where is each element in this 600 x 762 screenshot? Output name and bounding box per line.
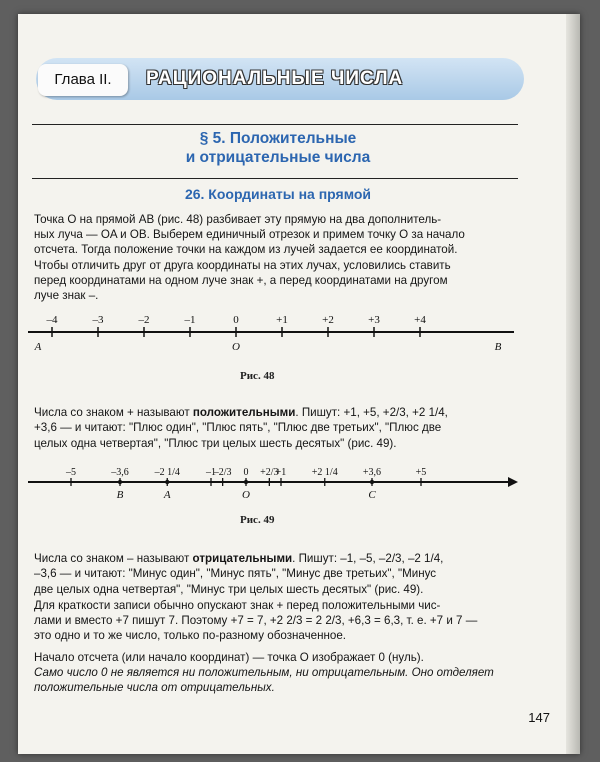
- figure-48-number-line: [18, 304, 538, 370]
- fig49-point-label: O: [242, 489, 250, 501]
- textbook-page: [18, 14, 580, 754]
- fig49-point: [118, 480, 122, 484]
- fig49-tick-label: –1: [206, 467, 216, 478]
- paragraph-negative: [34, 536, 524, 597]
- figure-49-number-line: [18, 460, 538, 516]
- fig49-point: [370, 480, 374, 484]
- fig48-tick-label: +1: [276, 314, 288, 326]
- para3-rest: –3,6 — и читают: "Минус один", "Минус пять", "Минус две третьих", "Минус две целых одна четвертая", "Минус три целых шесть десятых" (рис. 49).: [34, 567, 437, 596]
- fig49-tick-label: 0: [243, 467, 249, 478]
- section-rule-top: [32, 124, 518, 125]
- fig49-point-label: A: [163, 489, 171, 501]
- fig48-tick-label: +2: [322, 314, 334, 326]
- section-rule-bottom: [32, 178, 518, 179]
- fig49-point: [244, 480, 248, 484]
- fig49-tick-label: –3,6: [111, 467, 129, 478]
- section-title-line1: § 5. Положительные: [199, 130, 357, 147]
- fig48-tick-label: –1: [184, 314, 196, 326]
- paragraph-positive: [34, 390, 524, 451]
- fig48-point-label: A: [34, 341, 42, 353]
- fig49-tick-label: +1: [275, 467, 287, 478]
- para3-suffix: . Пишут: –1, –5, –2/3, –2 1/4,: [292, 552, 444, 566]
- para2-prefix: Числа со знаком + называют: [34, 406, 193, 420]
- fig48-tick-label: –2: [138, 314, 150, 326]
- fig49-point-label: B: [116, 489, 124, 501]
- para2-suffix: . Пишут: +1, +5, +2/3, +2 1/4,: [295, 406, 448, 420]
- fig48-tick-label: 0: [233, 314, 239, 326]
- fig48-point-label: B: [494, 341, 502, 353]
- fig49-caption: Рис. 49: [240, 514, 275, 526]
- chapter-tab: Глава II.: [38, 64, 128, 96]
- fig48-tick-label: –4: [46, 314, 58, 326]
- chapter-title: РАЦИОНАЛЬНЫЕ ЧИСЛА: [146, 68, 404, 89]
- fig48-tick-label: +3: [368, 314, 380, 326]
- fig49-tick-label: –5: [66, 467, 76, 478]
- paragraph-origin: Начало отсчета (или начало координат) — точка O изображает 0 (нуль).: [34, 651, 424, 664]
- fig49-tick-label: +2/3: [260, 467, 279, 478]
- section-title-line2: и отрицательные числа: [185, 149, 371, 166]
- fig48-caption: Рис. 48: [240, 370, 275, 382]
- fig49-tick-label: +2 1/4: [311, 467, 338, 478]
- para2-rest: +3,6 — и читают: "Плюс один", "Плюс пять", "Плюс две третьих", "Плюс две целых одна четвертая", "Плюс три целых шесть десятых" (рис. 49).: [34, 421, 442, 450]
- paragraph-intro: Точка O на прямой AB (рис. 48) разбивает эту прямую на два дополнитель- ных луча — OA и OB. Выберем единичный отрезок и примем точку O за начало отсчета. Тогда положение точки на каждом из лучей задается ее координатой. Чтобы отличить друг от друга координаты на этих лучах, условились ставить перед координатами на одном луче знак +, а перед координатами на другом луче знак –.: [34, 213, 465, 303]
- fig49-tick-label: –2/3: [213, 467, 232, 478]
- para3-prefix: Числа со знаком – называют: [34, 552, 193, 566]
- fig48-tick-label: –3: [92, 314, 104, 326]
- fig48-tick-label: +4: [414, 314, 426, 326]
- fig49-tick-label: +5: [415, 467, 427, 478]
- fig48-point-label: O: [232, 341, 240, 353]
- paragraph-zero: Само число 0 не является ни положительным, ни отрицательным. Оно отделяет положительные числа от отрицательных.: [34, 666, 494, 695]
- fig49-point-label: C: [368, 489, 376, 501]
- page-spine-shadow: [566, 14, 580, 754]
- term-positive: положительными: [192, 406, 296, 420]
- page-number: 147: [528, 710, 550, 725]
- term-negative: отрицательными: [192, 552, 293, 566]
- fig49-tick-label: +3,6: [362, 467, 382, 478]
- fig49-arrow: [508, 477, 518, 487]
- paragraph-omit-plus: Для краткости записи обычно опускают знак + перед положительными чис- лами и вместо +7 пишут 7. Поэтому +7 = 7, +2 2/3 = 2 2/3, +6,3 = 6,3, т. е. +7 и 7 — это одно и то же число, только по-разному обозначенное.: [34, 599, 478, 643]
- subsection-title: 26. Координаты на прямой: [184, 186, 372, 202]
- fig49-tick-label: –2 1/4: [154, 467, 180, 478]
- fig49-point: [165, 480, 169, 484]
